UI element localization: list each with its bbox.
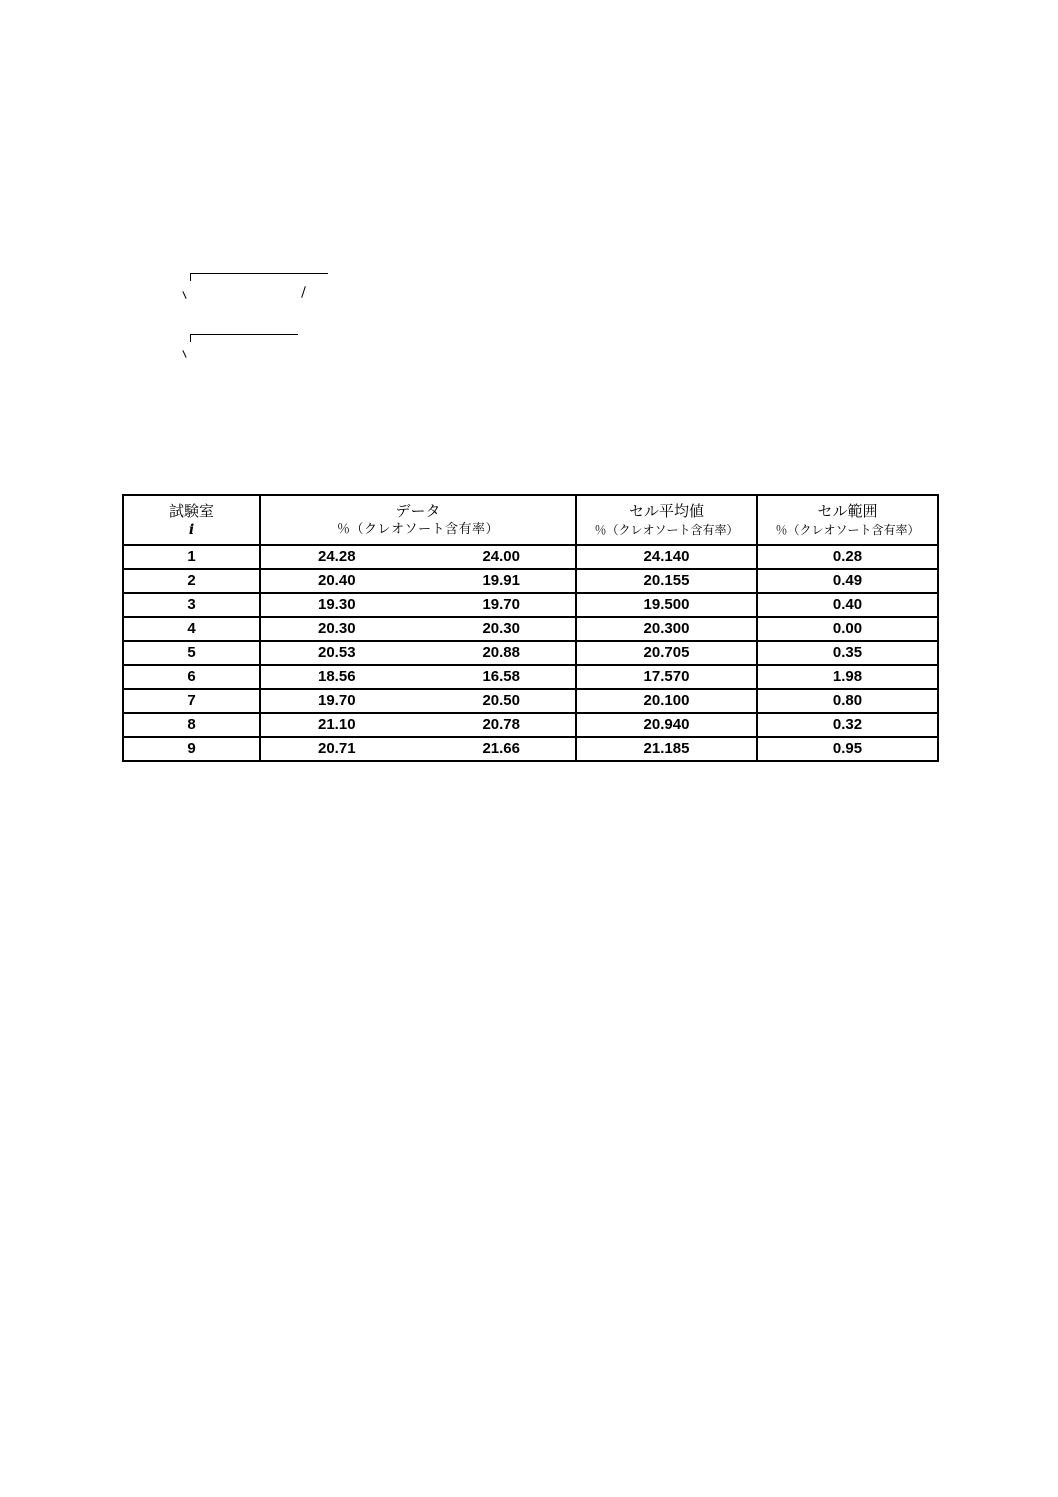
radical-hook bbox=[182, 350, 186, 358]
cell-data-2: 20.78 bbox=[482, 716, 520, 733]
cell-range: 0.49 bbox=[757, 569, 938, 593]
cell-data-1: 20.40 bbox=[318, 572, 356, 589]
cell-data bbox=[260, 545, 576, 569]
header-range bbox=[757, 495, 938, 545]
cell-data-1: 19.70 bbox=[318, 692, 356, 709]
radical-bar bbox=[190, 334, 298, 335]
cell-mean: 20.705 bbox=[576, 641, 757, 665]
radical-hook bbox=[182, 291, 186, 299]
cell-data-2: 19.91 bbox=[482, 572, 520, 589]
cell-lab: 4 bbox=[123, 617, 260, 641]
table-row bbox=[123, 545, 938, 569]
header-mean-title: セル平均値 bbox=[628, 502, 704, 520]
cell-lab: 5 bbox=[123, 641, 260, 665]
table-row bbox=[123, 617, 938, 641]
table-row bbox=[123, 569, 938, 593]
slash-mark bbox=[301, 286, 306, 298]
header-lab bbox=[123, 495, 260, 545]
cell-data-2: 20.50 bbox=[482, 692, 520, 709]
cell-data bbox=[260, 617, 576, 641]
cell-range: 0.28 bbox=[757, 545, 938, 569]
cell-data-2: 16.58 bbox=[482, 668, 520, 685]
cell-range: 0.35 bbox=[757, 641, 938, 665]
cell-data-1: 20.30 bbox=[318, 620, 356, 637]
cell-mean: 21.185 bbox=[576, 737, 757, 761]
table-row bbox=[123, 713, 938, 737]
header-lab-title: 試験室 bbox=[168, 502, 214, 520]
cell-data-1: 20.71 bbox=[318, 740, 356, 757]
cell-lab: 2 bbox=[123, 569, 260, 593]
cell-data-1: 24.28 bbox=[318, 548, 356, 565]
table-header-row bbox=[123, 495, 938, 545]
cell-data bbox=[260, 713, 576, 737]
cell-data-2: 20.88 bbox=[482, 644, 520, 661]
cell-data bbox=[260, 737, 576, 761]
cell-data-2: 20.30 bbox=[482, 620, 520, 637]
cell-data-1: 20.53 bbox=[318, 644, 356, 661]
cell-data bbox=[260, 689, 576, 713]
cell-lab: 7 bbox=[123, 689, 260, 713]
cell-range: 0.80 bbox=[757, 689, 938, 713]
cell-mean: 20.100 bbox=[576, 689, 757, 713]
cell-lab: 6 bbox=[123, 665, 260, 689]
cell-mean: 20.940 bbox=[576, 713, 757, 737]
cell-data bbox=[260, 593, 576, 617]
cell-mean: 19.500 bbox=[576, 593, 757, 617]
header-mean-unit: ％（クレオソート含有率） bbox=[594, 523, 739, 537]
header-mean bbox=[576, 495, 757, 545]
cell-lab: 9 bbox=[123, 737, 260, 761]
table-row bbox=[123, 593, 938, 617]
cell-data-2: 21.66 bbox=[482, 740, 520, 757]
cell-data-2: 19.70 bbox=[482, 596, 520, 613]
cell-data bbox=[260, 665, 576, 689]
cell-range: 0.40 bbox=[757, 593, 938, 617]
radical-bar bbox=[190, 273, 328, 274]
cell-range: 1.98 bbox=[757, 665, 938, 689]
header-data bbox=[260, 495, 576, 545]
cell-data-1: 19.30 bbox=[318, 596, 356, 613]
lab-data-table bbox=[122, 494, 939, 762]
table-row bbox=[123, 689, 938, 713]
cell-mean: 20.155 bbox=[576, 569, 757, 593]
header-lab-index: i bbox=[188, 522, 195, 538]
cell-range: 0.95 bbox=[757, 737, 938, 761]
header-data-title: データ bbox=[395, 502, 441, 520]
cell-data bbox=[260, 569, 576, 593]
cell-range: 0.32 bbox=[757, 713, 938, 737]
cell-mean: 20.300 bbox=[576, 617, 757, 641]
header-range-title: セル範囲 bbox=[817, 502, 878, 520]
table-row bbox=[123, 641, 938, 665]
cell-lab: 8 bbox=[123, 713, 260, 737]
cell-data bbox=[260, 641, 576, 665]
table-row bbox=[123, 665, 938, 689]
table-row bbox=[123, 737, 938, 761]
cell-mean: 24.140 bbox=[576, 545, 757, 569]
radical-stem bbox=[190, 273, 191, 281]
cell-range: 0.00 bbox=[757, 617, 938, 641]
radical-stem bbox=[190, 334, 191, 342]
cell-data-2: 24.00 bbox=[482, 548, 520, 565]
header-range-unit: ％（クレオソート含有率） bbox=[775, 523, 920, 537]
cell-data-1: 18.56 bbox=[318, 668, 356, 685]
cell-mean: 17.570 bbox=[576, 665, 757, 689]
header-data-unit: ％（クレオソート含有率） bbox=[336, 522, 499, 537]
cell-lab: 1 bbox=[123, 545, 260, 569]
cell-lab: 3 bbox=[123, 593, 260, 617]
cell-data-1: 21.10 bbox=[318, 716, 356, 733]
